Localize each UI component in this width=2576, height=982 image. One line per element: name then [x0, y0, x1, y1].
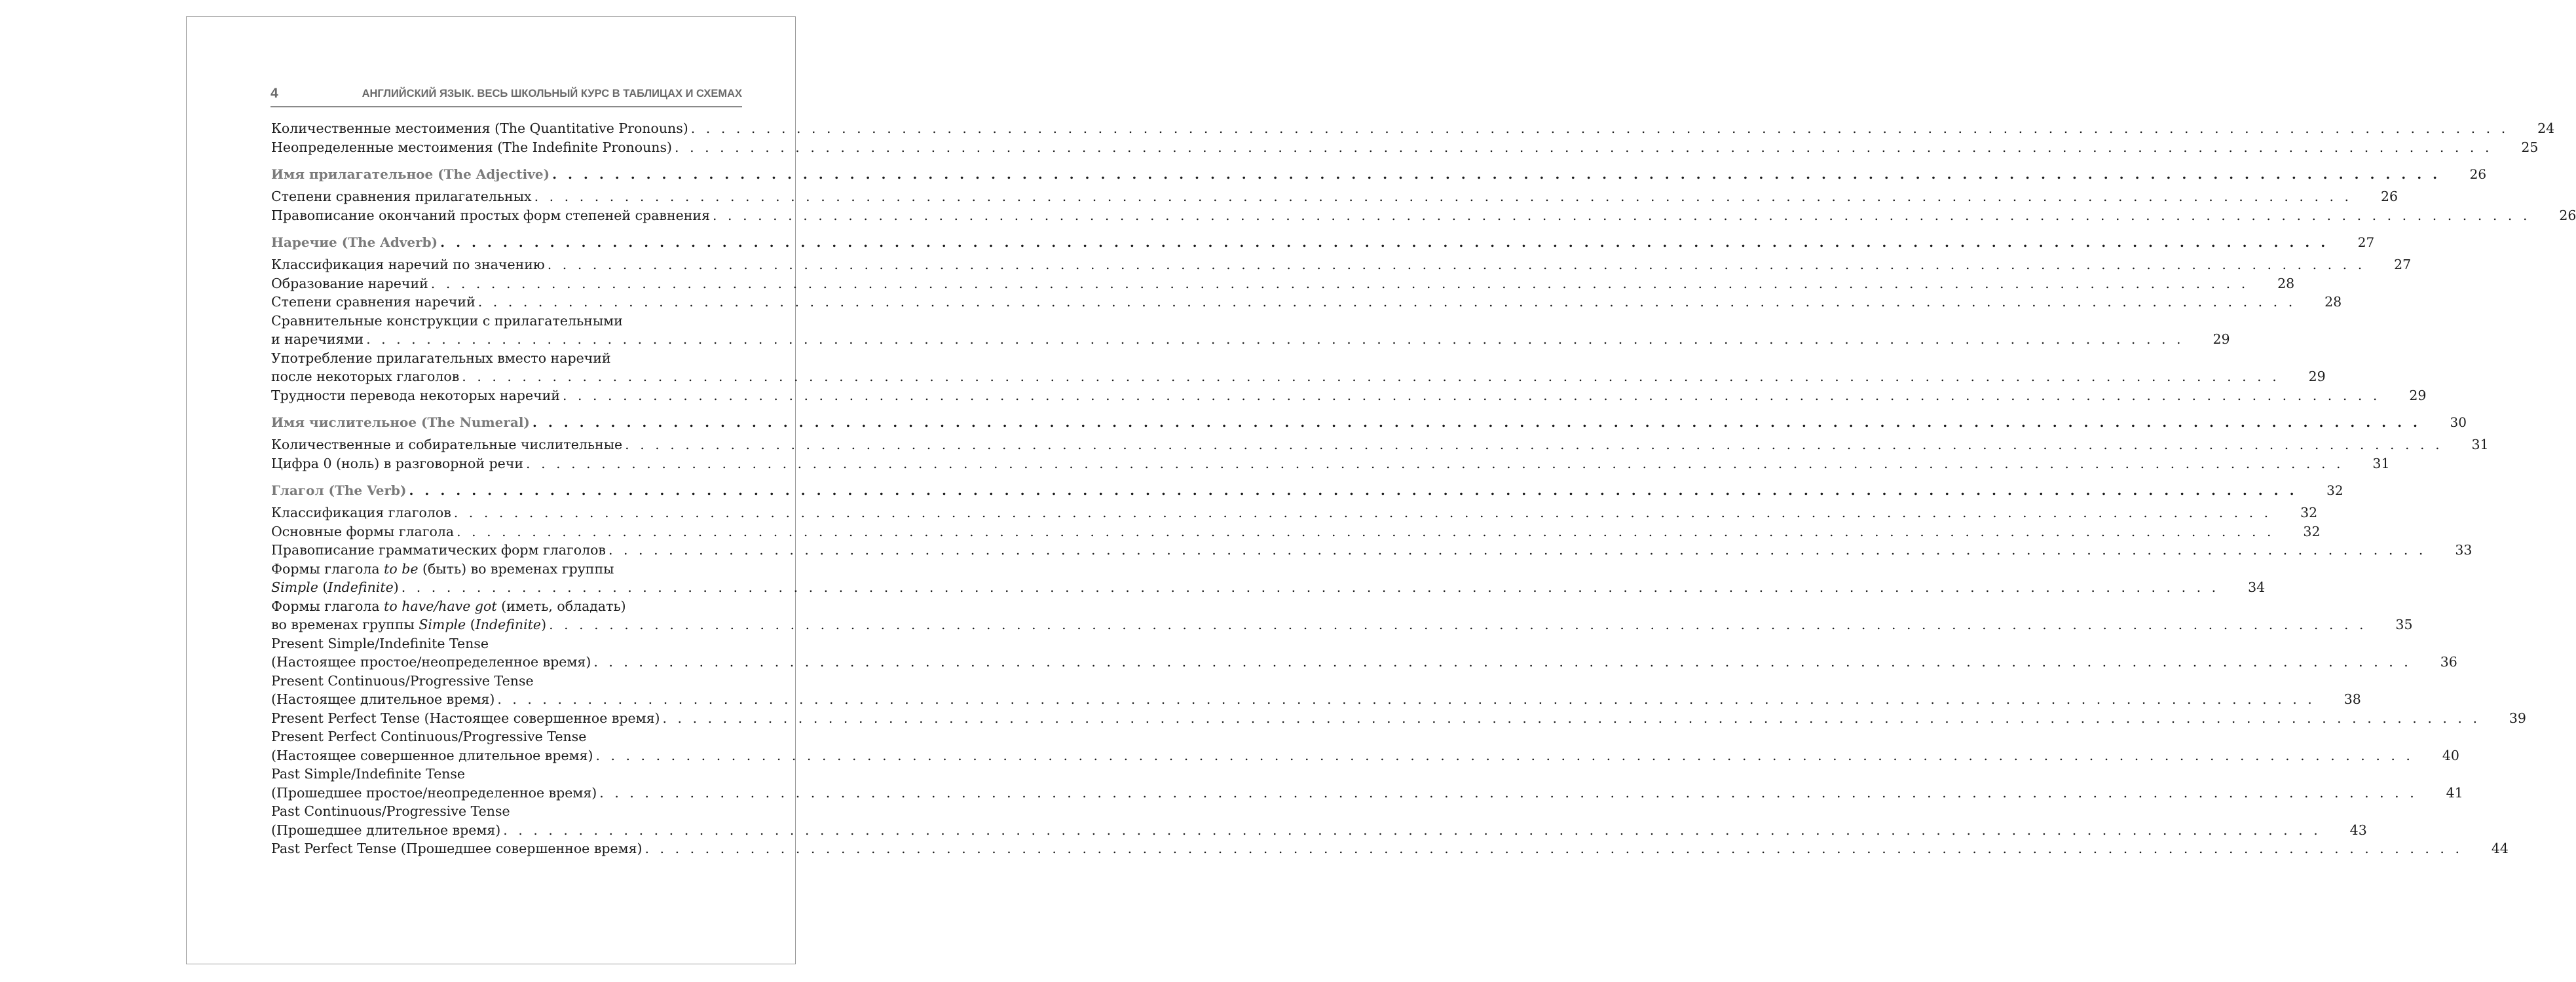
toc-entry — [271, 560, 2266, 597]
toc-entry-title: (Прошедшее длительное время) — [271, 822, 501, 838]
toc-page-number: 29 — [2212, 331, 2230, 347]
leader-dots — [545, 255, 2365, 274]
toc-entry-title: Формы глагола to be (быть) во временах группы — [271, 560, 614, 577]
toc-entry-title: Наречие (The Adverb) — [271, 234, 438, 250]
toc-entry — [271, 522, 2321, 541]
toc-line — [271, 187, 2399, 206]
running-header — [271, 84, 742, 107]
toc-line — [271, 727, 742, 746]
toc-entry — [271, 138, 2539, 157]
toc-line — [271, 312, 742, 331]
leader-dots — [532, 187, 2352, 206]
toc-line — [271, 541, 2473, 560]
toc-entry-title: Образование наречий — [271, 275, 428, 291]
toc-page-number: 33 — [2455, 542, 2473, 558]
toc-line — [271, 784, 2463, 803]
toc-page-number: 43 — [2349, 822, 2367, 838]
toc-entry-title: Трудности перевода некоторых наречий — [271, 387, 560, 403]
toc-line — [271, 274, 2295, 293]
toc-page-number: 29 — [2409, 387, 2427, 403]
toc-page-number: 26 — [2380, 189, 2399, 204]
leader-dots — [560, 386, 2380, 405]
toc-entry — [271, 206, 2576, 225]
toc-entry — [271, 727, 2459, 765]
toc-entry-title: Классификация наречий по значению — [271, 257, 545, 272]
toc-entry-title: Simple (Indefinite) — [271, 579, 399, 595]
toc-entry — [271, 503, 2318, 522]
leader-dots — [593, 746, 2413, 765]
toc-line — [271, 330, 2230, 349]
toc-entry-title: Сравнительные конструкции с прилагательными — [271, 312, 623, 329]
leader-dots — [688, 119, 2509, 138]
toc-line — [271, 615, 2413, 634]
toc-page-number: 32 — [2303, 523, 2321, 539]
toc-entry — [271, 119, 2555, 138]
toc-page-number: 27 — [2357, 234, 2375, 250]
toc-line — [271, 165, 2487, 184]
leader-dots — [407, 481, 2298, 500]
leader-dots — [523, 454, 2343, 473]
toc-entry-title: Past Simple/Indefinite Tense — [271, 766, 466, 782]
toc-entry — [271, 541, 2473, 560]
toc-entry-title: Классификация глаголов — [271, 505, 451, 520]
toc-line — [271, 413, 2467, 432]
toc-line — [271, 709, 2526, 728]
toc-entry — [271, 274, 2295, 293]
toc-page-number: 34 — [2248, 579, 2266, 595]
toc-entry — [271, 187, 2399, 206]
toc-line — [271, 560, 742, 579]
toc-entry-title: Правописание грамматических форм глаголов — [271, 542, 606, 558]
toc-entry-title: после некоторых глаголов — [271, 369, 460, 384]
leader-dots — [606, 541, 2426, 560]
toc-page-number: 30 — [2450, 414, 2467, 430]
toc-entry-title: Past Perfect Tense (Прошедшее совершенное время) — [271, 841, 643, 856]
toc-line — [271, 821, 2367, 840]
leader-dots — [643, 839, 2463, 858]
toc-line — [271, 802, 742, 821]
leader-dots — [622, 435, 2442, 454]
toc-entry — [271, 349, 2326, 386]
toc-section — [271, 165, 2487, 184]
leader-dots — [550, 165, 2440, 184]
toc-entry-title: Формы глагола to have/have got (иметь, обладать) — [271, 598, 626, 614]
toc-page-number: 41 — [2446, 784, 2463, 801]
leader-dots — [660, 709, 2480, 728]
toc-entry-title: (Настоящее длительное время) — [271, 691, 495, 707]
toc-entry-title: Глагол (The Verb) — [271, 482, 407, 498]
toc-page-number: 40 — [2442, 747, 2459, 763]
toc-section — [271, 413, 2467, 432]
toc-entry — [271, 839, 2509, 858]
running-title: АНГЛИЙСКИЙ ЯЗЫК. ВЕСЬ ШКОЛЬНЫЙ КУРС В ТАБЛИЦАХ И СХЕМАХ — [362, 88, 742, 100]
toc-page-number: 27 — [2394, 257, 2412, 272]
leader-dots — [672, 138, 2492, 157]
toc-entry — [271, 386, 2427, 405]
page-number: 4 — [271, 86, 278, 101]
toc-entry-title: (Прошедшее простое/неопределенное время) — [271, 784, 597, 801]
toc-entry — [271, 293, 2342, 312]
toc-page-number: 36 — [2440, 654, 2457, 670]
toc-page-number: 24 — [2537, 120, 2555, 136]
toc-entry-title: Количественные местоимения (The Quantitative Pronouns) — [271, 120, 688, 136]
toc-line — [271, 255, 2412, 274]
toc-page-number: 32 — [2300, 505, 2318, 520]
leader-dots — [495, 690, 2315, 709]
toc-entry-title: Степени сравнения прилагательных — [271, 189, 532, 204]
toc-entry-title: Количественные и собирательные числительные — [271, 437, 623, 452]
toc-entry — [271, 255, 2412, 274]
toc-line — [271, 454, 2390, 473]
toc-line — [271, 119, 2555, 138]
leader-dots — [399, 578, 2219, 597]
leader-dots — [530, 413, 2421, 432]
toc-entry-title: Present Perfect Continuous/Progressive Tense — [271, 729, 587, 744]
toc-page-number: 31 — [2372, 455, 2390, 471]
toc-entry — [271, 634, 2457, 672]
toc-line — [271, 653, 2457, 672]
toc-line — [271, 206, 2576, 225]
toc-entry — [271, 802, 2367, 839]
toc-entry-title: (Настоящее простое/неопределенное время) — [271, 654, 591, 670]
toc-page-number: 31 — [2471, 437, 2489, 452]
toc-line — [271, 746, 2459, 765]
toc-line — [271, 839, 2509, 858]
leader-dots — [710, 206, 2530, 225]
toc-page-number: 35 — [2395, 617, 2413, 632]
toc-entry — [271, 672, 2361, 709]
toc-entry-title: Неопределенные местоимения (The Indefinite Pronouns) — [271, 139, 673, 155]
leader-dots — [546, 615, 2366, 634]
toc-line — [271, 386, 2427, 405]
leader-dots — [591, 653, 2411, 672]
toc-page-number: 29 — [2308, 369, 2326, 384]
leader-dots — [454, 522, 2274, 541]
toc-entry-title: Past Continuous/Progressive Tense — [271, 803, 510, 819]
toc-page-number: 32 — [2326, 482, 2343, 498]
toc-entry-title: Present Perfect Tense (Настоящее совершенное время) — [271, 710, 660, 726]
leader-dots — [476, 293, 2296, 312]
toc-page-number: 25 — [2521, 139, 2539, 155]
toc-section — [271, 233, 2375, 252]
toc-line — [271, 233, 2375, 252]
toc-section — [271, 481, 2343, 500]
toc-page-number: 38 — [2343, 691, 2361, 707]
leader-dots — [451, 503, 2271, 522]
toc-page-number: 28 — [2324, 294, 2342, 310]
toc-entry — [271, 765, 2463, 802]
toc-entry — [271, 435, 2489, 454]
toc-line — [271, 578, 2266, 597]
toc-line — [271, 522, 2321, 541]
toc-page-number: 26 — [2559, 207, 2576, 223]
toc-line — [271, 293, 2342, 312]
toc-entry — [271, 454, 2390, 473]
toc-page-number: 26 — [2469, 166, 2487, 182]
toc-line — [271, 690, 2361, 709]
toc-line — [271, 503, 2318, 522]
table-of-contents — [271, 119, 2576, 858]
toc-entry-title: (Настоящее совершенное длительное время) — [271, 747, 593, 763]
toc-entry — [271, 597, 2413, 634]
toc-entry-title: Цифра 0 (ноль) в разговорной речи — [271, 455, 524, 471]
toc-line — [271, 481, 2343, 500]
toc-line — [271, 672, 742, 691]
toc-entry — [271, 709, 2526, 728]
leader-dots — [597, 784, 2417, 803]
leader-dots — [364, 330, 2184, 349]
toc-entry-title: Имя прилагательное (The Adjective) — [271, 166, 550, 182]
toc-entry-title: Present Continuous/Progressive Tense — [271, 672, 534, 689]
toc-line — [271, 138, 2539, 157]
toc-entry-title: Правописание окончаний простых форм степеней сравнения — [271, 207, 711, 223]
toc-page-number: 28 — [2277, 275, 2295, 291]
toc-page-number: 44 — [2491, 841, 2509, 856]
toc-line — [271, 349, 742, 368]
toc-line — [271, 765, 742, 784]
toc-entry-title: Употребление прилагательных вместо наречий — [271, 350, 611, 366]
toc-line — [271, 634, 742, 653]
toc-page-number: 39 — [2509, 710, 2526, 726]
toc-entry-title: Имя числительное (The Numeral) — [271, 414, 530, 430]
leader-dots — [500, 821, 2321, 840]
toc-entry-title: и наречиями — [271, 331, 364, 347]
toc-line — [271, 597, 742, 616]
toc-entry-title: Present Simple/Indefinite Tense — [271, 635, 489, 651]
toc-entry — [271, 312, 2230, 349]
toc-entry-title: во временах группы Simple (Indefinite) — [271, 617, 547, 632]
toc-line — [271, 435, 2489, 454]
toc-entry-title: Основные формы глагола — [271, 523, 455, 539]
leader-dots — [428, 274, 2249, 293]
toc-line — [271, 367, 2326, 386]
leader-dots — [459, 367, 2279, 386]
leader-dots — [438, 233, 2328, 252]
toc-entry-title: Степени сравнения наречий — [271, 294, 476, 310]
